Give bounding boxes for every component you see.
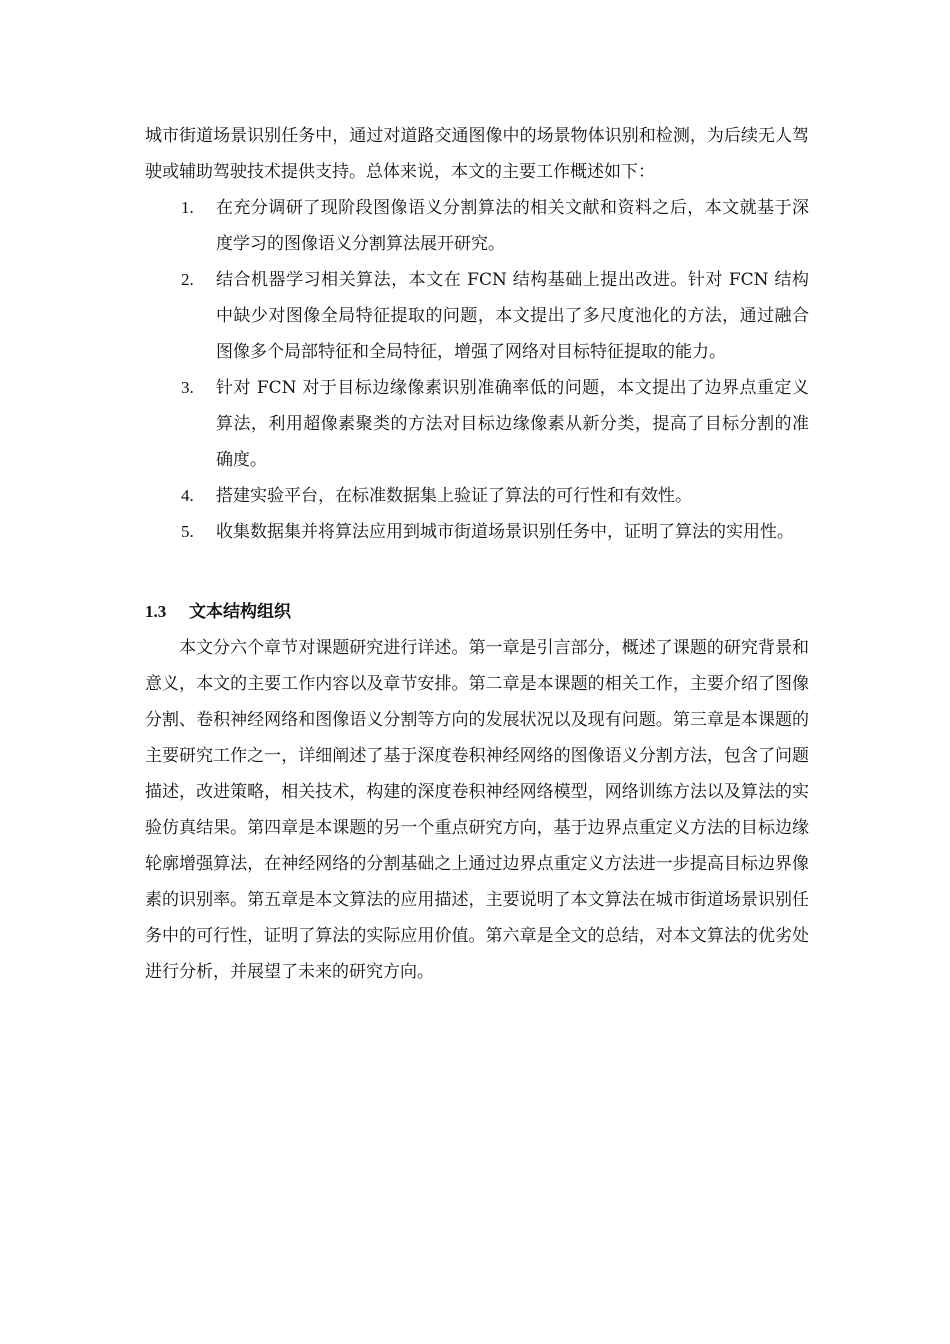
section-number: 1.3: [145, 602, 167, 621]
list-item-text: 在充分调研了现阶段图像语义分割算法的相关文献和资料之后，本文就基于深度学习的图像语义分割算法展开研究。: [216, 198, 809, 254]
list-item: [145, 478, 809, 514]
list-item-text: 结合机器学习相关算法，本文在 FCN 结构基础上提出改进。针对 FCN 结构中缺少对图像全局特征提取的问题，本文提出了多尺度池化的方法，通过融合图像多个局部特征和全局特征，增强了网络对目标特征提取的能力。: [216, 270, 809, 362]
intro-paragraph: 城市街道场景识别任务中，通过对道路交通图像中的场景物体识别和检测，为后续无人驾驶或辅助驾驶技术提供支持。总体来说，本文的主要工作概述如下：: [145, 126, 809, 182]
list-item: [145, 190, 809, 262]
page-content: [145, 118, 809, 990]
list-item-number: 5.: [181, 522, 194, 541]
list-item-text: 针对 FCN 对于目标边缘像素识别准确率低的问题，本文提出了边界点重定义算法，利用超像素聚类的方法对目标边缘像素从新分类，提高了目标分割的准确度。: [216, 378, 809, 470]
list-item-number: 1.: [181, 198, 194, 217]
list-item-text: 收集数据集并将算法应用到城市街道场景识别任务中，证明了算法的实用性。: [216, 522, 794, 542]
list-item: [145, 514, 809, 550]
list-item-number: 2.: [181, 270, 194, 289]
list-item-number: 3.: [181, 378, 194, 397]
list-item-number: 4.: [181, 486, 194, 505]
section-heading: [145, 594, 809, 630]
main-work-list: [145, 190, 809, 550]
list-item-text: 搭建实验平台，在标准数据集上验证了算法的可行性和有效性。: [216, 486, 692, 506]
list-item: [145, 262, 809, 370]
section-body-paragraph: 本文分六个章节对课题研究进行详述。第一章是引言部分，概述了课题的研究背景和意义，本文的主要工作内容以及章节安排。第二章是本课题的相关工作，主要介绍了图像分割、卷积神经网络和图像语义分割等方向的发展状况以及现有问题。第三章是本课题的主要研究工作之一，详细阐述了基于深度卷积神经网络的图像语义分割方法，包含了问题描述，改进策略，相关技术，构建的深度卷积神经网络模型，网络训练方法以及算法的实验仿真结果。第四章是本课题的另一个重点研究方向，基于边界点重定义方法的目标边缘轮廓增强算法，在神经网络的分割基础之上通过边界点重定义方法进一步提高目标边界像素的识别率。第五章是本文算法的应用描述，主要说明了本文算法在城市街道场景识别任务中的可行性，证明了算法的实际应用价值。第六章是全文的总结，对本文算法的优劣处进行分析，并展望了未来的研究方向。: [145, 638, 809, 982]
list-item: [145, 370, 809, 478]
section-title: 文本结构组织: [189, 602, 291, 622]
